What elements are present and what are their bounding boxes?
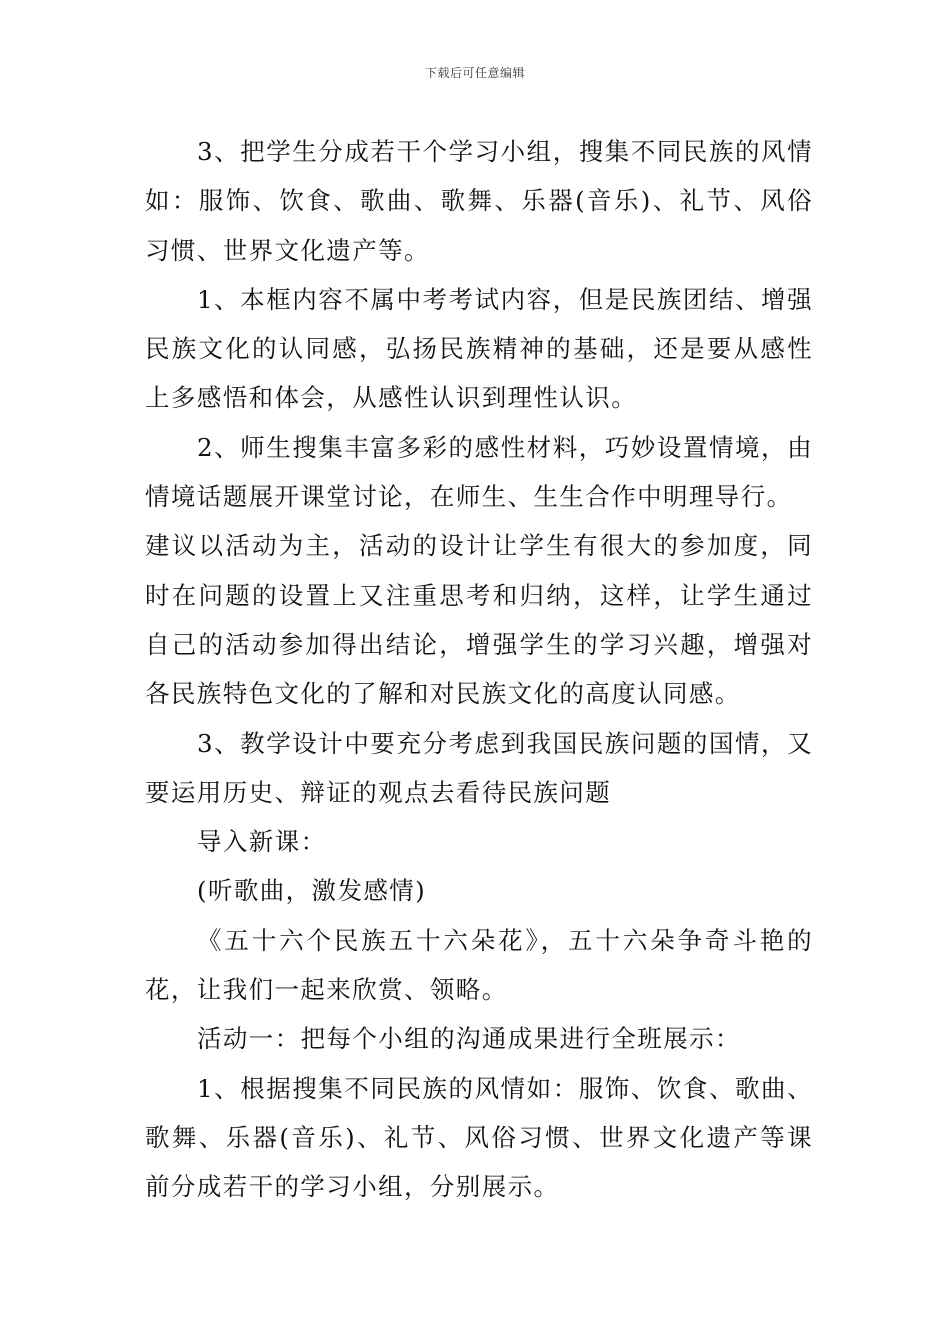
document-body [145, 127, 813, 1212]
page-header: 下载后可任意编辑 [424, 66, 525, 80]
paragraph: 1、本框内容不属中考考试内容，但是民族团结、增强民族文化的认同感，弘扬民族精神的基础，还是要从感性上多感悟和体会，从感性认识到理性认识。 [145, 284, 813, 413]
paragraph: 活动一：把每个小组的沟通成果进行全班展示： [197, 1024, 741, 1054]
paragraph: 3、教学设计中要充分考虑到我国民族问题的国情，又要运用历史、辩证的观点去看待民族问题 [145, 728, 813, 807]
paragraph: 建议以活动为主，活动的设计让学生有很大的参加度，同时在问题的设置上又注重思考和归纳，这样，让学生通过自己的活动参加得出结论，增强学生的学习兴趣，增强对各民族特色文化的了解和对民族文化的高度认同感。 [145, 531, 813, 709]
paragraph: 2、师生搜集丰富多彩的感性材料，巧妙设置情境，由情境话题展开课堂讨论，在师生、生生合作中明理导行。 [145, 432, 813, 512]
paragraph: 《五十六个民族五十六朵花》，五十六朵争奇斗艳的花，让我们一起来欣赏、领略。 [145, 925, 813, 1005]
paragraph: 3、把学生分成若干个学习小组，搜集不同民族的风情如：服饰、饮食、歌曲、歌舞、乐器(音乐)、礼节、风俗习惯、世界文化遗产等。 [145, 137, 813, 265]
paragraph: (听歌曲，激发感情) [197, 876, 427, 906]
paragraph: 导入新课： [197, 827, 327, 857]
paragraph: 1、根据搜集不同民族的风情如：服饰、饮食、歌曲、歌舞、乐器(音乐)、礼节、风俗习惯、世界文化遗产等课前分成若干的学习小组，分别展示。 [145, 1073, 813, 1202]
